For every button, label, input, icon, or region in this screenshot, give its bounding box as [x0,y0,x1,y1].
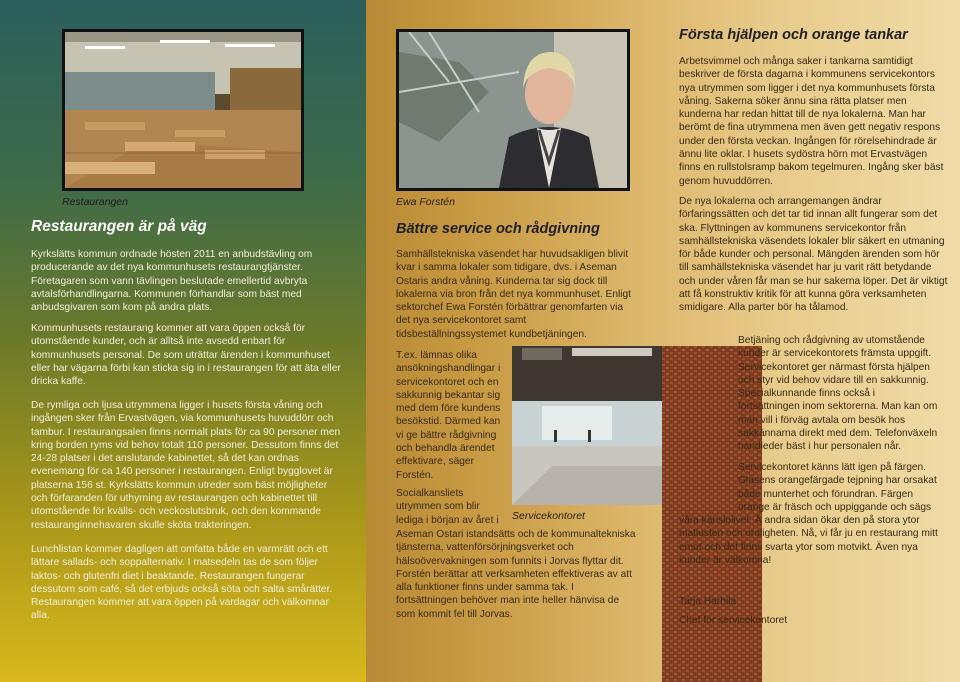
right-paragraph-1: Arbetsvimmel och många saker i tankarna samtidigt beskriver de första dagarna i kommunens servicekontors nya utrymmen som ligger i det nya kommunhusets första våning. Sakerna söker ännu sina rätta platser men kunderna har redan hittat till de nya lokalerna. Man har berömt de fina utrymmena men även gett negativ respons under den första veckan. Ingången för rörelsehindrade är ännu lite oklar. I husets sydöstra hörn mot Ervastvägen finns en rullstolsramp bakom tegelmuren. Ingång sker bäst genom huvuddörren. [679,56,944,187]
left-paragraph-1: Kyrkslätts kommun ordnade hösten 2011 en anbudstävling om producerande av det nya kommunhusets restaurangtjänster. Företagaren som vann tävlingen beslutade emellertid avbryta avtalsförhandlingarna. Kommunen förhandlar som bäst med anbudsgivaren som kom på andra plats. [31,249,313,314]
portrait-photo [396,29,630,191]
service-office-caption: Servicekontoret [512,510,585,522]
right-paragraph-4a: Servicekontoret känns lätt igen på färgen. Glasens orangefärgade tejpning har orsakat både munterhet och förundran. Färgen orange är fräsch och uppiggande och sägs [738,462,937,513]
left-paragraph-2: Kommunhusets restaurang kommer att vara öppen också för utomstående kunder, och är alltså inte avsedd enbart för kommunhusets personal. De som uträttar ärenden i kommunhuset eller har vägarna förbi kan sticka sig in i restaurangen för att äta eller dricka kaffe. [31,323,341,388]
middle-paragraph-3a: Socialkansliets utrymmen som blir lediga i början av året i [396,488,499,526]
service-office-illustration [512,346,662,505]
middle-paragraph-2: T.ex. lämnas olika ansökningshandlingar i servicekontoret och en sakkunnig bekantar sig med dem före kundens besökstid. Därmed kan vi ge bättre rådgivning och behandla ärendet effektivare, säger Forstén. [396,350,501,481]
portrait-illustration [399,32,627,188]
restaurant-photo [62,29,304,191]
right-paragraph-4b: våra känslolivet. Å andra sidan ökar den på stora ytor matlusten och oroligheten. Nå, vi får ju en restaurang mitt emot och det finns svarta ytor som motvikt. Även nya kunder är välkomna! [679,515,938,566]
restaurant-illustration [65,32,301,188]
right-paragraph-3: Betjäning och rådgivning av utomstående kunder är servicekontorets främsta uppgift. Servicekontoret ger närmast första hjälpen och styr vid behov vidare till en sakkunnig. Specialkunnande finns också i fortsättningen inom sektorerna. Man kan om man vill i förväg avtala om besök hos sakkännarna direkt med dem. Telefonväxeln handleder bäst i hur personalen når. [738,335,938,453]
signature-name: Tarja Harhila [679,596,737,607]
middle-heading: Bättre service och rådgivning [396,221,600,237]
right-paragraph-2: De nya lokalerna och arrangemangen ändrar förfaringssätten och det tar tid innan allt fungerar som det ska. Flyttningen av kommunens servicekontor från samhällstekniska väsendets lokaler blir säkert en utmaning för både kunder och personal. Mängden ärenden som hör till samhällstekniska väsendet har ju varit rätt betydande och under våren får man se hur sakerna löper. Det är viktigt att få konstruktiv kritik för att kunna göra verksamheten smidigare. Alla parter bör ha tålamod. [679,196,948,314]
left-heading: Restaurangen är på väg [31,218,207,235]
middle-paragraph-3b: Aseman Ostari istandsätts och de kommunaltekniska tjänsterna, vattenförsörjningsverket och hälsoövervakningen som funnits i Jorvas flyttar dit. Forstén berättar att verksamheten effektiveras av att alla funktioner finns under samma tak. I fortsättningen behöver man inte heller hänvisa de som kommit fel till Jorvas. [396,529,636,620]
middle-paragraph-1: Samhällstekniska väsendet har huvudsakligen blivit kvar i samma lokaler som tidigare, dvs. i Aseman Ostaris andra våning. Kunderna tar sig dock till lokalerna via bron från det nya kommunhuset. Enligt sektorchef Ewa Forstén förbättrar genomfarten via det nya servicekontoret samt tidsbeställningssystemet kundbetjäningen. [396,249,632,340]
portrait-photo-caption: Ewa Forstén [396,196,455,208]
right-heading: Första hjälpen och orange tankar [679,27,908,43]
restaurant-photo-caption: Restaurangen [62,196,128,208]
service-office-photo [512,346,662,505]
right-spread [366,0,960,682]
left-paragraph-4: Lunchlistan kommer dagligen att omfatta både en varmrätt och ett lättare sallads- och soppalternativ. I matsedeln tas de som följer laktos- och glutenfri diet i beaktande. Restaurangen fungerar dessutom som café, så det erbjuds också söta och salta smårätter. Restaurangen kommer att vara öppen på vardagar och välkomnar alla. [31,544,333,622]
left-column [0,0,366,682]
signature-title: Chef för servicekontoret [679,615,788,626]
left-paragraph-3: De rymliga och ljusa utrymmena ligger i husets första våning och ingången sker från Ervastvägen, via kommunhusets huvuddörr och tambur. I restaurangsalen finns normalt plats för ca 90 personer men kring borden ryms vid behov totalt 110 personer. Dessutom finns det 24-28 platser i det anslutande kabinettet, så det kan ordnas evenemang för ca 140 personer i restaurangen. Enligt bygglovet är platserna 156 st. Kyrkslätts kommun utreder som bäst möjligheter och förfaranden för uthyrning av restaurangen och kabinettet till utomstående för kvälls- och veckoslutsbruk, och den kommande restauranginnehavaren skulle sköta trakteringen. [31,400,341,531]
